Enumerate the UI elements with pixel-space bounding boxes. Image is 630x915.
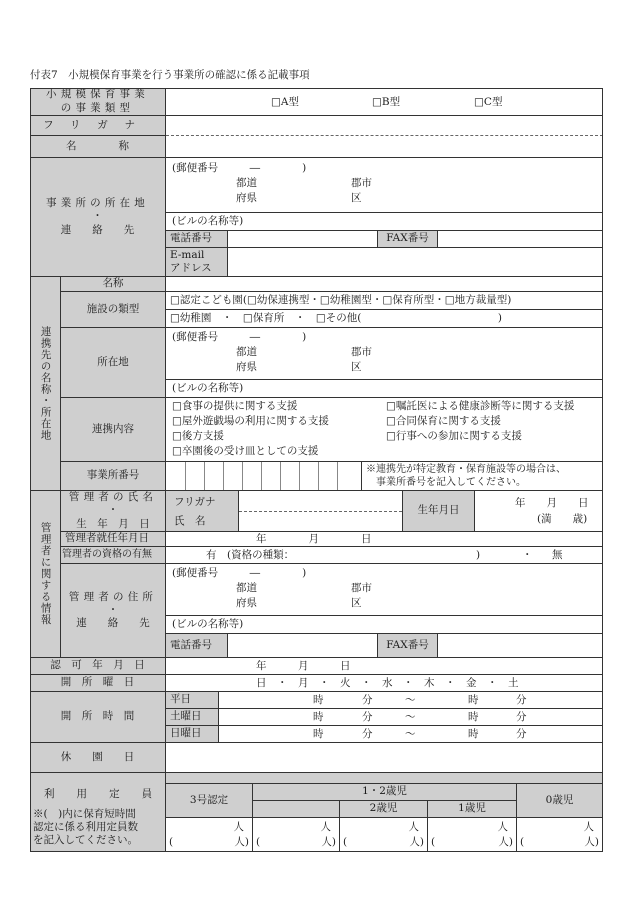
manager-qual-label: 管理者の資格の有無 [61, 547, 166, 564]
office-number-note: ※連携先が特定教育・保育施設等の場合は、 事業所番号を記入してください。 [362, 462, 603, 491]
type-c-checkbox[interactable]: □C型 [474, 96, 503, 108]
manager-name-label: 管理者の氏名 ・ 生 年 月 日 [61, 491, 166, 532]
open-days-label: 開 所 曜 日 [30, 675, 166, 692]
manager-name-field[interactable] [239, 491, 403, 532]
office-number-boxes[interactable] [166, 462, 362, 491]
name-field[interactable] [166, 136, 603, 158]
page-title: 付表7 小規模保育事業を行う事業所の確認に係る記載事項 [30, 69, 310, 81]
support-events-checkbox[interactable]: □行事への参加に関する支援 [386, 430, 522, 442]
support-graduate-checkbox[interactable]: □卒園後の受け皿としての支援 [172, 445, 319, 457]
capacity-spacer [253, 801, 340, 818]
holiday-label: 休 園 日 [30, 743, 166, 773]
office-fax-field[interactable] [438, 231, 603, 248]
manager-phone-field[interactable] [228, 634, 378, 658]
approval-date-label: 認 可 年 月 日 [30, 658, 166, 675]
capacity-label: 利 用 定 員 ※( )内に保育短時間 認定に係る利用定員数 を記入してください。 [30, 773, 166, 852]
holiday-field[interactable] [166, 743, 603, 773]
facility-type-line1[interactable]: □認定こども園(□幼保連携型・□幼稚園型・□保育所型・□地方裁量型) [166, 292, 603, 310]
facility-type-label: 施設の類型 [61, 292, 166, 328]
approval-date-field[interactable]: 年 月 日 [166, 658, 603, 675]
capacity-age0-label: 0歳児 [517, 784, 603, 818]
facility-type-line2[interactable]: □幼稚園 ・ □保育所 ・ □その他( ) [166, 310, 603, 328]
support-backup-checkbox[interactable]: □後方支援 [172, 430, 224, 442]
form-table [30, 88, 603, 852]
capacity-cert3-field[interactable]: 人 ( 人) [166, 818, 253, 852]
support-playground-checkbox[interactable]: □屋外遊戯場の利用に関する支援 [172, 415, 329, 427]
support-joint-checkbox[interactable]: □合同保育に関する支援 [386, 415, 501, 427]
manager-qual-field[interactable]: 有 (資格の種類： ) ・ 無 [166, 547, 603, 564]
office-address-label: 事業所の所在地 ・ 連 絡 先 [30, 158, 166, 277]
partner-address-field[interactable]: (郵便番号 ― ) 都道 府県 郡市 区 [166, 328, 603, 380]
manager-name-sublabels: フリガナ 氏 名 [166, 491, 239, 532]
office-phone-label: 電話番号 [166, 231, 228, 248]
furigana-field[interactable] [166, 116, 603, 136]
partner-name-label: 名称 [61, 277, 166, 292]
capacity-age12-field[interactable]: 人 ( 人) [253, 818, 340, 852]
manager-address-field[interactable]: (郵便番号 ― ) 都道 府県 郡市 区 [166, 564, 603, 616]
partner-content-label: 連携内容 [61, 398, 166, 462]
support-health-checkbox[interactable]: □嘱託医による健康診断等に関する支援 [386, 400, 575, 412]
manager-building-field[interactable]: (ビルの名称等) [166, 616, 603, 634]
capacity-age1-label: 1歳児 [428, 801, 517, 818]
furigana-label: フリガナ [30, 116, 166, 136]
business-type-label: 小規模保育事業 の事業類型 [30, 88, 166, 116]
capacity-header-band [166, 773, 603, 784]
hours-weekday-label: 平日 [166, 692, 219, 709]
open-days-field[interactable]: 日 ・ 月 ・ 火 ・ 水 ・ 木 ・ 金 ・ 土 [166, 675, 603, 692]
manager-appointed-field[interactable]: 年 月 日 [166, 532, 603, 547]
open-hours-label: 開 所 時 間 [30, 692, 166, 743]
partner-content-options [166, 398, 603, 462]
partner-section-label: 連携先の名称・所在地 [30, 277, 61, 491]
capacity-age0-field[interactable]: 人 ( 人) [517, 818, 603, 852]
business-type-options [166, 88, 603, 116]
partner-address-label: 所在地 [61, 328, 166, 398]
manager-birth-label: 生年月日 [403, 491, 475, 532]
capacity-age2-label: 2歳児 [340, 801, 428, 818]
manager-section-label: 管理者に関する情報 [30, 491, 61, 658]
capacity-age12-label: 1・2歳児 [253, 784, 517, 801]
hours-weekday-field[interactable]: 時 分 ～ 時 分 [219, 692, 603, 709]
manager-address-label: 管理者の住所 ・ 連 絡 先 [61, 564, 166, 658]
manager-phone-label: 電話番号 [166, 634, 228, 658]
hours-sunday-field[interactable]: 時 分 ～ 時 分 [219, 726, 603, 743]
capacity-age1-field[interactable]: 人 ( 人) [428, 818, 517, 852]
manager-fax-label: FAX番号 [378, 634, 438, 658]
office-number-label: 事業所番号 [61, 462, 166, 491]
office-phone-field[interactable] [228, 231, 378, 248]
office-email-label: E-mail アドレス [166, 248, 228, 277]
capacity-cert3-label: 3号認定 [166, 784, 253, 818]
hours-saturday-label: 土曜日 [166, 709, 219, 726]
office-email-field[interactable] [228, 248, 603, 277]
hours-sunday-label: 日曜日 [166, 726, 219, 743]
hours-saturday-field[interactable]: 時 分 ～ 時 分 [219, 709, 603, 726]
office-address-field[interactable]: (郵便番号 ― ) 都道 府県 郡市 区 [166, 158, 603, 213]
support-meal-checkbox[interactable]: □食事の提供に関する支援 [172, 400, 298, 412]
type-a-checkbox[interactable]: □A型 [271, 96, 300, 108]
capacity-age2-field[interactable]: 人 ( 人) [340, 818, 428, 852]
name-label: 名 称 [30, 136, 166, 158]
partner-name-field[interactable] [166, 277, 603, 292]
manager-birth-field[interactable]: 年 月 日 (満 歳) [475, 491, 603, 532]
office-fax-label: FAX番号 [378, 231, 438, 248]
type-b-checkbox[interactable]: □B型 [372, 96, 401, 108]
partner-building-field[interactable]: (ビルの名称等) [166, 380, 603, 398]
manager-fax-field[interactable] [438, 634, 603, 658]
office-building-field[interactable]: (ビルの名称等) [166, 213, 603, 231]
manager-appointed-label: 管理者就任年月日 [61, 532, 166, 547]
